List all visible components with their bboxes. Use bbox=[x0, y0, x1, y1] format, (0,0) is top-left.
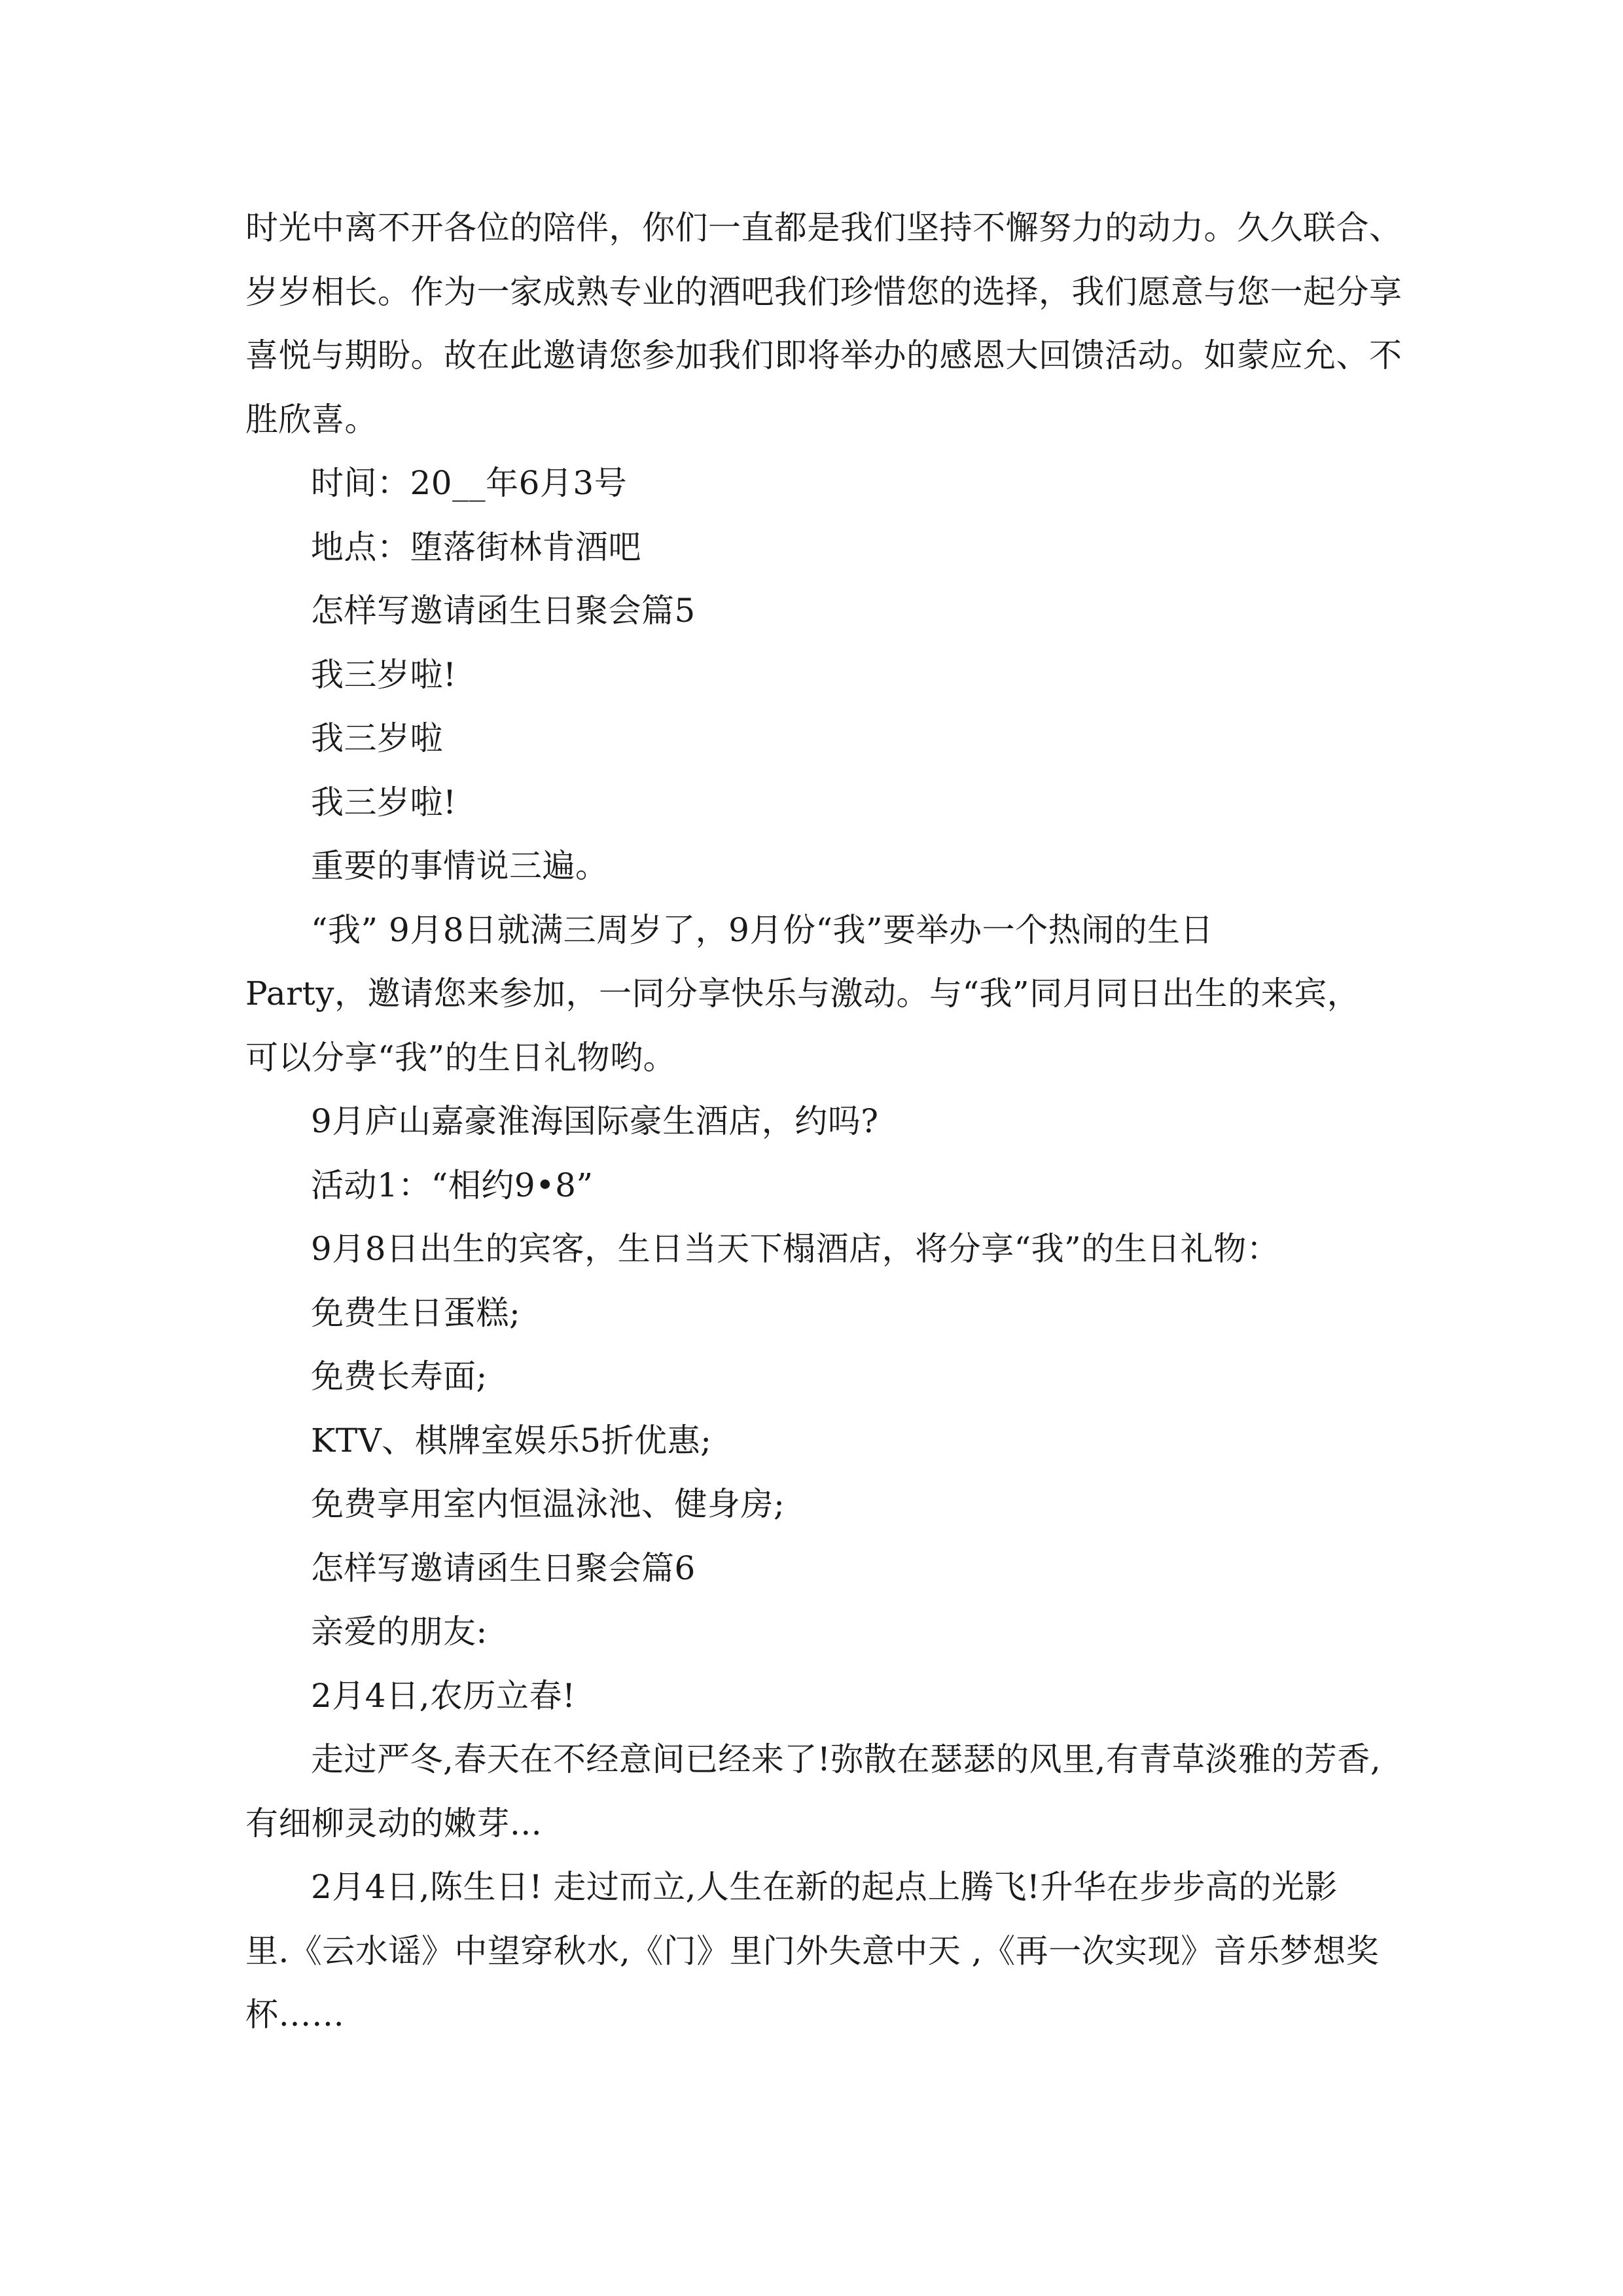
text-line: 9月8日出生的宾客，生日当天下榻酒店，将分享“我”的生日礼物： bbox=[311, 1230, 1280, 1268]
text-line: 免费长寿面; bbox=[311, 1357, 488, 1395]
paragraph bbox=[245, 1537, 1384, 1601]
text-line: 活动1：“相约9•8” bbox=[311, 1166, 594, 1204]
paragraph bbox=[245, 1409, 1384, 1473]
paragraph bbox=[245, 1856, 1384, 2047]
paragraph bbox=[245, 1282, 1384, 1346]
text-line: 9月庐山嘉豪淮海国际豪生酒店，约吗? bbox=[311, 1102, 879, 1140]
text-line: 有细柳灵动的嫩芽... bbox=[245, 1804, 543, 1842]
text-line: 免费生日蛋糕; bbox=[311, 1293, 521, 1332]
paragraph bbox=[245, 1345, 1384, 1409]
text-line: 我三岁啦 bbox=[311, 719, 443, 757]
paragraph bbox=[245, 196, 1402, 452]
text-line: 里.《云水谣》中望穿秋水,《门》里门外失意中天 ,《再一次实现》音乐梦想奖 bbox=[245, 1931, 1380, 1970]
text-line: 2月4日,农历立春! bbox=[311, 1676, 576, 1715]
paragraph bbox=[245, 1154, 1384, 1218]
text-line: 喜悦与期盼。故在此邀请您参加我们即将举办的感恩大回馈活动。如蒙应允、不 bbox=[245, 336, 1402, 374]
paragraph bbox=[245, 1217, 1384, 1282]
text-line: 时间：20__年6月3号 bbox=[311, 464, 628, 502]
paragraph bbox=[245, 1664, 1384, 1729]
text-line: 我三岁啦! bbox=[311, 655, 457, 694]
paragraph bbox=[245, 707, 1384, 771]
paragraph bbox=[245, 1728, 1384, 1856]
paragraph bbox=[245, 1473, 1384, 1537]
text-line: 2月4日,陈生日! 走过而立,人生在新的起点上腾飞!升华在步步高的光影 bbox=[311, 1868, 1338, 1906]
paragraph bbox=[245, 834, 1384, 899]
text-line: 亲爱的朋友: bbox=[311, 1613, 488, 1651]
text-line: 胜欣喜。 bbox=[245, 400, 378, 439]
text-line: 怎样写邀请函生日聚会篇6 bbox=[311, 1549, 696, 1587]
paragraph bbox=[245, 899, 1384, 1090]
paragraph bbox=[245, 452, 1384, 516]
text-line: 岁岁相长。作为一家成熟专业的酒吧我们珍惜您的选择，我们愿意与您一起分享 bbox=[245, 272, 1402, 311]
text-line: 地点：堕落街林肯酒吧 bbox=[311, 528, 641, 566]
text-line: 免费享用室内恒温泳池、健身房; bbox=[311, 1485, 785, 1523]
text-line: 走过严冬,春天在不经意间已经来了!弥散在瑟瑟的风里,有青草淡雅的芳香, bbox=[311, 1740, 1382, 1778]
text-line: KTV、棋牌室娱乐5折优惠; bbox=[311, 1421, 712, 1460]
text-line: 重要的事情说三遍。 bbox=[311, 847, 609, 885]
document-body bbox=[245, 196, 1402, 2047]
text-line: Party，邀请您来参加，一同分享快乐与激动。与“我”同月同日出生的来宾， bbox=[245, 975, 1361, 1013]
paragraph bbox=[245, 516, 1384, 580]
text-line: 时光中离不开各位的陪伴，你们一直都是我们坚持不懈努力的动力。久久联合、 bbox=[245, 209, 1402, 247]
text-line: 我三岁啦! bbox=[311, 783, 457, 821]
text-line: “我” 9月8日就满三周岁了，9月份“我”要举办一个热闹的生日 bbox=[311, 910, 1214, 949]
paragraph bbox=[245, 1600, 1384, 1664]
text-line: 可以分享“我”的生日礼物哟。 bbox=[245, 1038, 677, 1077]
text-line: 怎样写邀请函生日聚会篇5 bbox=[311, 592, 696, 630]
paragraph bbox=[245, 643, 1384, 708]
paragraph bbox=[245, 1090, 1384, 1154]
paragraph bbox=[245, 579, 1384, 643]
text-line: 杯…… bbox=[245, 1996, 345, 2034]
paragraph bbox=[245, 771, 1384, 835]
document-page bbox=[245, 196, 1402, 2047]
